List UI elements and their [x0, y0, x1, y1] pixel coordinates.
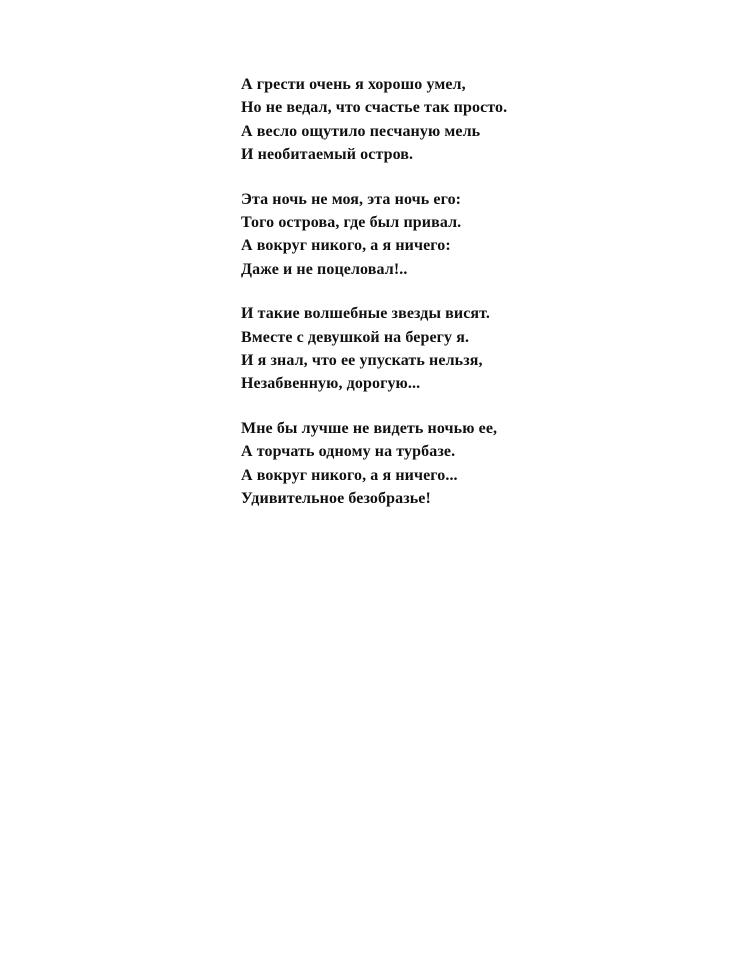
poem-line: И я знал, что ее упускать нельзя,: [241, 352, 483, 370]
poem-text: [241, 73, 711, 532]
poem-line: И такие волшебные звезды висят.: [241, 305, 491, 323]
poem-line: А грести очень я хорошо умел,: [241, 76, 466, 93]
poem-line: Удивительное безобразье!: [241, 490, 431, 508]
poem-line: Вместе с девушкой на берегу я.: [241, 328, 470, 346]
poem-line: И необитаемый остров.: [241, 146, 414, 164]
stanza-3: [241, 302, 711, 396]
poem-line: А торчать одному на турбазе.: [241, 443, 456, 461]
poem-line: Эта ночь не моя, эта ночь его:: [241, 190, 462, 208]
poem-line: Даже и не поцеловал!..: [241, 260, 408, 278]
stanza-2: [241, 188, 711, 282]
poem-line: Незабвенную, дорогую...: [241, 375, 421, 393]
poem-line: Мне бы лучше не видеть ночью ее,: [241, 419, 498, 437]
stanza-1: [241, 73, 711, 167]
poem-line: Того острова, где был привал.: [241, 214, 462, 232]
stanza-4: [241, 417, 711, 511]
poem-line: А весло ощутило песчаную мель: [241, 122, 481, 140]
poem-line: А вокруг никого, а я ничего:: [241, 237, 451, 255]
poem-line: Но не ведал, что счастье так просто.: [241, 99, 508, 117]
poem-line: А вокруг никого, а я ничего...: [241, 466, 458, 484]
